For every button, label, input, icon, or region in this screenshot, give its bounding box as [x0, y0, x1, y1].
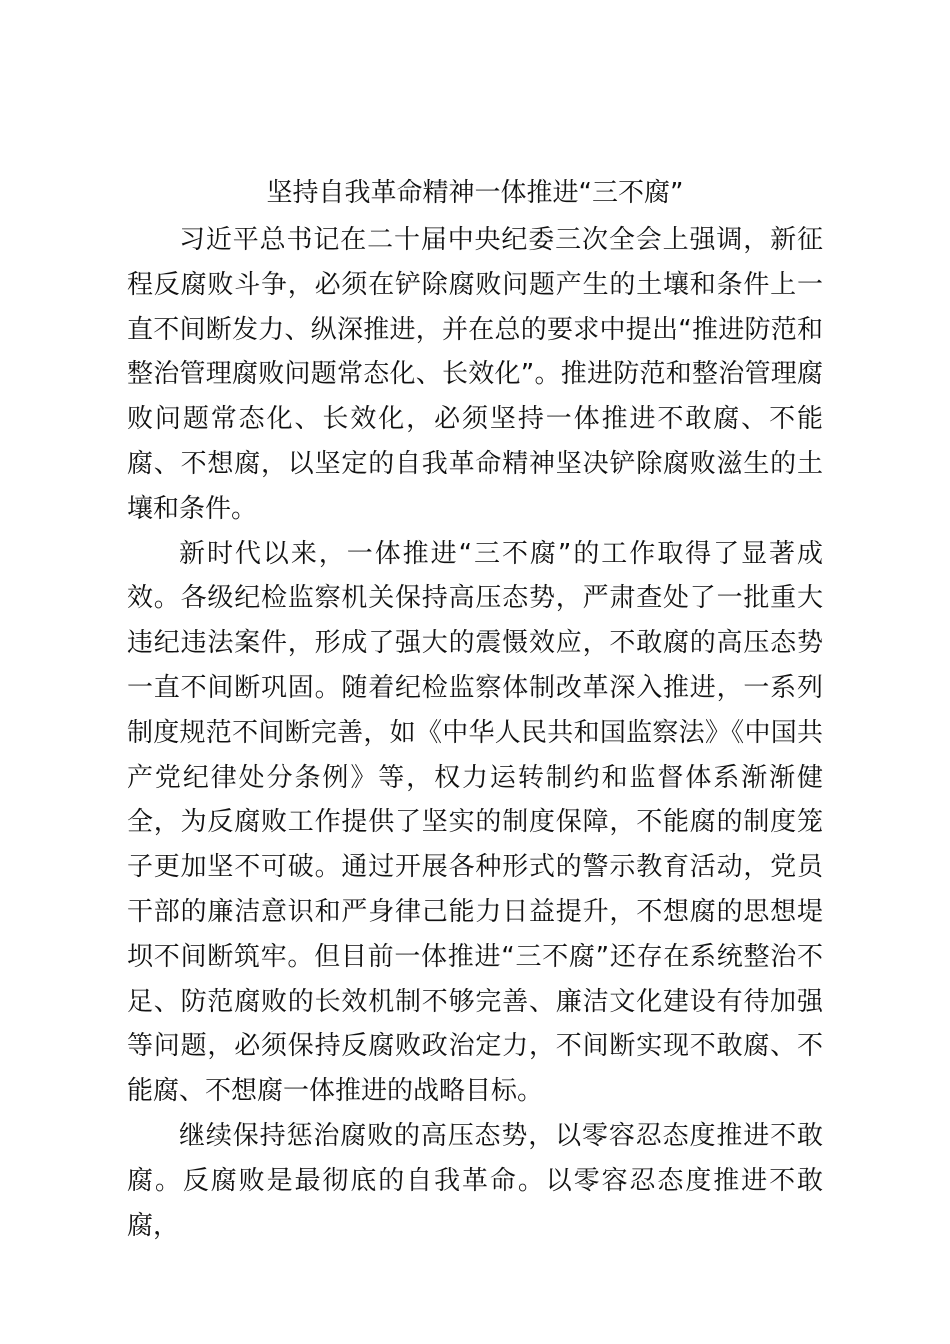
document-body: [127, 171, 823, 1248]
paragraph-3: 继续保持惩治腐败的高压态势，以零容忍态度推进不敢腐。反腐败是最彻底的自我革命。以零容忍态度推进不敢腐，: [127, 1120, 823, 1241]
paragraph-1: 习近平总书记在二十届中央纪委三次全会上强调，新征程反腐败斗争，必须在铲除腐败问题产生的土壤和条件上一直不间断发力、纵深推进，并在总的要求中提出“推进防范和整治管理腐败问题常态化、长效化”。推进防范和整治管理腐败问题常态化、长效化，必须坚持一体推进不敢腐、不能腐、不想腐，以坚定的自我革命精神坚决铲除腐败滋生的土壤和条件。: [127, 225, 823, 524]
document-title: 坚持自我革命精神一体推进“三不腐”: [266, 178, 684, 208]
paragraph-2: 新时代以来，一体推进“三不腐”的工作取得了显著成效。各级纪检监察机关保持高压态势，严肃查处了一批重大违纪违法案件，形成了强大的震慑效应，不敢腐的高压态势一直不间断巩固。随着纪检监察体制改革深入推进，一系列制度规范不间断完善，如《中华人民共和国监察法》《中国共产党纪律处分条例》等，权力运转制约和监督体系渐渐健全，为反腐败工作提供了坚实的制度保障，不能腐的制度笼子更加坚不可破。通过开展各种形式的警示教育活动，党员干部的廉洁意识和严身律己能力日益提升，不想腐的思想堤坝不间断筑牢。但目前一体推进“三不腐”还存在系统整治不足、防范腐败的长效机制不够完善、廉洁文化建设有待加强等问题，必须保持反腐败政治定力，不间断实现不敢腐、不能腐、不想腐一体推进的战略目标。: [127, 538, 823, 1107]
